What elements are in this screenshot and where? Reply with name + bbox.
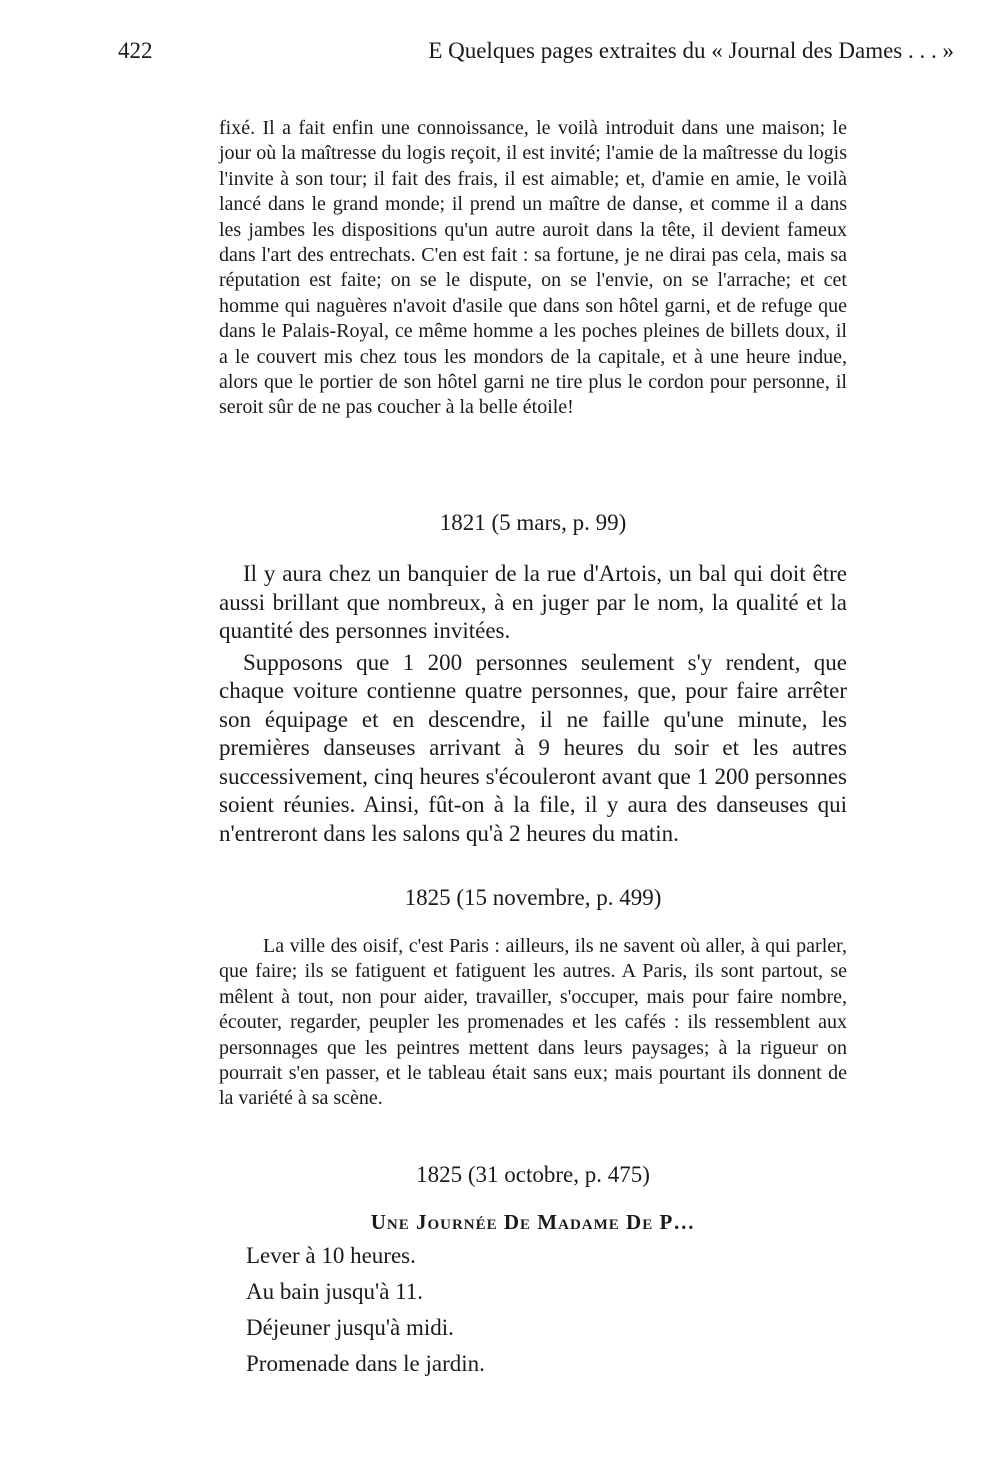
list-item: Lever à 10 heures. bbox=[246, 1243, 416, 1268]
list-item: Déjeuner jusqu'à midi. bbox=[246, 1315, 454, 1340]
section-heading-1825-nov: 1825 (15 novembre, p. 499) bbox=[404, 885, 662, 910]
running-title: E Quelques pages extraites du « Journal des Dames . . . » bbox=[428, 38, 954, 63]
list-item: Au bain jusqu'à 11. bbox=[246, 1279, 424, 1304]
paragraph: Supposons que 1 200 personnes seulement s'y rendent, que chaque voiture contienne quatre personnes, que, pour faire arrêter son équipage et en descendre, il ne faille qu'une minute, les premières danseuses arrivant à 9 heures du soir et les autres successivement, cinq heures s'écouleront avant que 1 200 personnes soient réunies. Ainsi, fût-on à la file, il y aura des danseuses qui n'entreront dans les salons qu'à 2 heures du matin. bbox=[219, 649, 847, 846]
schedule-list bbox=[246, 1238, 485, 1382]
page-number: 422 bbox=[118, 38, 153, 63]
section-subheading: Une Journée De Madame De P… bbox=[370, 1210, 696, 1234]
section-body-1825-nov: La ville des oisif, c'est Paris : ailleurs, ils ne savent où aller, à qui parler, que faire; ils se fatiguent et fatiguent les autres. A Paris, ils sont partout, se mêlent à tout, non pour aider, travailler, s'occuper, mais pour faire nombre, écouter, regarder, peupler les promenades et les cafés : ils ressemblent aux personnages que les peintres mettent dans leurs paysages; à la rigueur on pourrait s'en passer, et le tableau était sans eux; mais pourtant ils donnent de la variété à sa scène. bbox=[219, 935, 847, 1110]
paragraph: Il y aura chez un banquier de la rue d'Artois, un bal qui doit être aussi brillant que nombreux, à en juger par le nom, la qualité et la quantité des personnes invitées. bbox=[219, 561, 847, 643]
page-header bbox=[118, 38, 954, 70]
section-heading-1821: 1821 (5 mars, p. 99) bbox=[439, 510, 627, 535]
section-body-1821 bbox=[219, 560, 847, 848]
list-item: Promenade dans le jardin. bbox=[246, 1351, 485, 1376]
passage-continued: fixé. Il a fait enfin une connoissance, le voilà introduit dans une maison; le jour où la maîtresse du logis reçoit, il est invité; l'amie de la maîtresse du logis l'invite à son tour; il fait des frais, il est aimable; et, d'amie en amie, le voilà lancé dans le grand monde; il prend un maître de danse, et comme il a dans les jambes les dispositions qu'un autre auroit dans la tête, il devient fameux dans l'art des entrechats. C'en est fait : sa fortune, je ne dirai pas cela, mais sa réputation est faite; on se le dispute, on se l'envie, on se l'arrache; et cet homme qui naguères n'avoit d'asile que dans son hôtel garni, et de refuge que dans le Palais-Royal, ce même homme a les poches pleines de billets doux, il a le couvert mis chez tous les mondors de la capitale, et à une heure indue, alors que le portier de son hôtel garni ne tire plus le cordon pour personne, il seroit sûr de ne pas coucher à la belle étoile! bbox=[219, 117, 847, 419]
section-heading-1825-oct: 1825 (31 octobre, p. 475) bbox=[416, 1162, 650, 1187]
